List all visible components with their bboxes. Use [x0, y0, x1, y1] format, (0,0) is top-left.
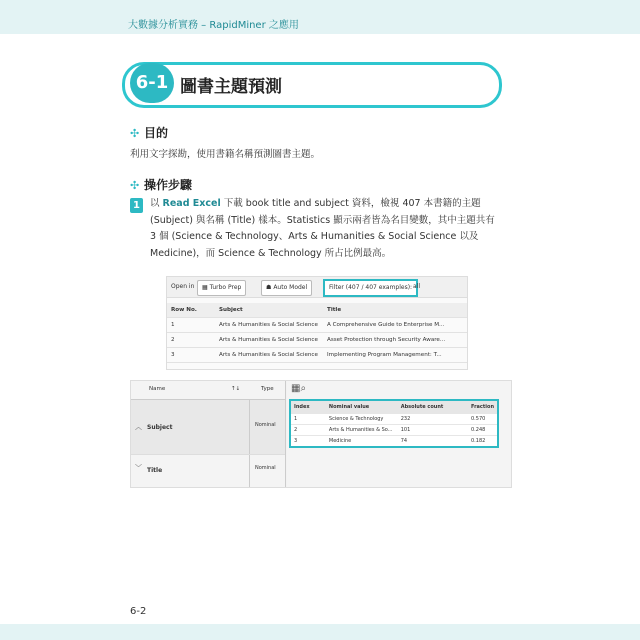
attribute-type: Nominal — [255, 422, 276, 428]
purpose-text: 利用文字探勘，使用書籍名稱預測圖書主題。 — [130, 149, 321, 160]
nominal-values-table — [291, 401, 497, 446]
grid-search-icon[interactable]: ▦⌕ — [291, 383, 307, 394]
table-cell: 0.182 — [468, 436, 497, 447]
chevron-up-icon[interactable]: ︿ — [135, 423, 142, 431]
table-row[interactable] — [167, 348, 467, 363]
step-1-text — [150, 196, 500, 262]
table-cell: A Comprehensive Guide to Enterprise M... — [323, 318, 467, 333]
grid-icon: ▦ — [202, 284, 208, 291]
table-cell: 232 — [398, 414, 468, 425]
table-row — [291, 425, 497, 436]
table-row[interactable] — [167, 318, 467, 333]
filter-value[interactable]: all — [413, 283, 421, 290]
header-band — [0, 0, 640, 34]
section-title: 圖書主題預測 — [180, 77, 282, 97]
column-header[interactable]: Nominal value — [326, 401, 398, 414]
attribute-row-title[interactable] — [131, 455, 285, 488]
table-cell: Science & Technology — [326, 414, 398, 425]
sort-arrows-icon[interactable]: ↑↓ — [231, 386, 241, 392]
header-title-cn: 大數據分析實務 — [128, 20, 198, 31]
auto-model-button[interactable] — [261, 280, 312, 296]
table-cell: 1 — [291, 414, 326, 425]
table-cell: 0.570 — [468, 414, 497, 425]
open-in-label: Open in — [171, 283, 195, 290]
statistics-panel — [287, 381, 511, 487]
divider — [249, 400, 250, 454]
statistics-screenshot — [130, 380, 512, 488]
steps-heading — [130, 176, 192, 193]
table-cell: 3 — [291, 436, 326, 447]
purpose-heading-text: 目的 — [144, 126, 169, 140]
table-cell: 74 — [398, 436, 468, 447]
attribute-list — [131, 381, 286, 487]
name-column-header[interactable]: Name — [149, 386, 166, 392]
attribute-row-subject[interactable] — [131, 400, 285, 455]
table-cell: Arts & Humanities & Social Science — [215, 333, 323, 348]
header-separator: – — [198, 20, 210, 31]
column-header[interactable]: Row No. — [167, 303, 215, 318]
purpose-heading — [130, 124, 168, 141]
type-column-header[interactable]: Type — [261, 386, 274, 392]
turbo-prep-label: Turbo Prep — [209, 284, 242, 291]
table-cell: 3 — [167, 348, 215, 363]
table-cell: 1 — [167, 318, 215, 333]
data-view-screenshot — [166, 276, 468, 370]
section-number: 6-1 — [130, 63, 174, 103]
diamond-icon: ✣ — [130, 127, 140, 140]
footer-band — [0, 624, 640, 640]
divider — [249, 455, 250, 487]
turbo-prep-button[interactable] — [197, 280, 246, 296]
table-cell: Arts & Humanities & So... — [326, 425, 398, 436]
example-set-table — [167, 303, 467, 363]
attribute-type: Nominal — [255, 465, 276, 471]
step-1-operator: Read Excel — [162, 198, 221, 209]
running-header — [128, 16, 299, 31]
section-banner — [122, 62, 502, 108]
header-title-en: RapidMiner 之應用 — [209, 20, 299, 31]
column-header[interactable]: Title — [323, 303, 467, 318]
table-cell: Arts & Humanities & Social Science — [215, 318, 323, 333]
column-header[interactable]: Index — [291, 401, 326, 414]
table-row — [291, 436, 497, 447]
data-toolbar — [167, 277, 467, 298]
steps-heading-text: 操作步驟 — [144, 178, 193, 192]
table-cell: Asset Protection through Security Aware... — [323, 333, 467, 348]
table-row[interactable] — [167, 333, 467, 348]
table-header-row — [167, 303, 467, 318]
chevron-down-icon[interactable]: ﹀ — [135, 464, 142, 472]
table-cell: 0.248 — [468, 425, 497, 436]
table-header-row — [291, 401, 497, 414]
column-header[interactable]: Absolute count — [398, 401, 468, 414]
nominal-values-highlight — [289, 399, 499, 448]
table-cell: 2 — [167, 333, 215, 348]
table-cell: Arts & Humanities & Social Science — [215, 348, 323, 363]
step-number-badge: 1 — [130, 198, 143, 213]
table-cell: Medicine — [326, 436, 398, 447]
table-cell: 101 — [398, 425, 468, 436]
attribute-name: Subject — [147, 424, 173, 431]
page-number: 6-2 — [130, 606, 147, 617]
step-1-body: 下載 book title and subject 資料，檢視 407 本書籍的主題 (Subject) 與名稱 (Title) 樣本。Statistics 顯示兩者皆為名目變數，其中主題共有 3 個 (Science & Technology、Arts & Humanities & Social Science 以及 Medicine)，而 Science & Technology 所占比例最高。 — [150, 198, 495, 259]
table-row — [291, 414, 497, 425]
filter-dropdown[interactable]: Filter (407 / 407 examples): — [323, 279, 418, 297]
attribute-list-header — [131, 381, 285, 400]
step-1-pre: 以 — [150, 198, 163, 209]
robot-icon: ☗ — [266, 284, 272, 291]
table-cell: 2 — [291, 425, 326, 436]
column-header[interactable]: Fraction — [468, 401, 497, 414]
diamond-icon: ✣ — [130, 179, 140, 192]
table-cell: Implementing Program Management: T... — [323, 348, 467, 363]
attribute-name: Title — [147, 467, 163, 474]
auto-model-label: Auto Model — [273, 284, 308, 291]
column-header[interactable]: Subject — [215, 303, 323, 318]
